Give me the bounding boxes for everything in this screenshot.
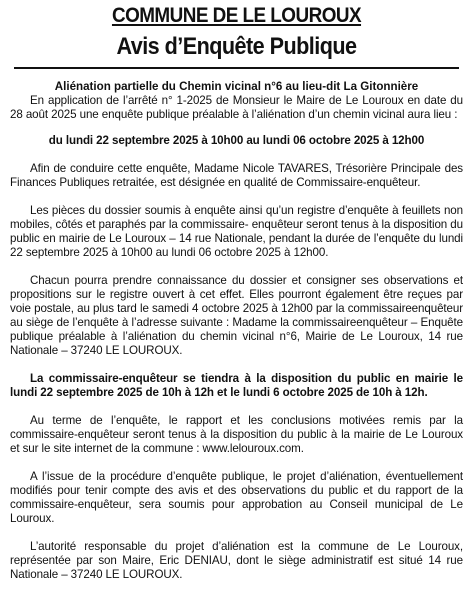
paragraph-report: Au terme de l’enquête, le rapport et les conclusions motivées remis par la commissaire-enquêteur seront tenus à la disposition du public à la mairie de Le Louroux et sur le site internet de la commune : www.lelouroux.com. <box>10 414 463 455</box>
paragraph-outcome: A l’issue de la procédure d’enquête publique, le projet d’aliénation, éventuellement modifiés pour tenir compte des avis et des observations du public et du rapport de la commissaire-enquêteur, sera soumis pour approbation au Conseil municipal de Le Louroux. <box>10 470 463 525</box>
title-divider <box>14 67 459 69</box>
commune-heading: COMMUNE DE LE LOUROUX <box>111 4 362 27</box>
paragraph-permanence: La commissaire-enquêteur se tiendra à la disposition du public en mairie le lundi 22 septembre 2025 de 10h à 12h et le lundi 6 octobre 2025 de 10h à 12h. <box>10 372 463 399</box>
paragraph-intro: En application de l’arrêté n° 1-2025 de Monsieur le Maire de Le Louroux en date du 28 août 2025 une enquête publique préalable à l’aliénation d’un chemin vicinal aura lieu : <box>10 94 463 121</box>
paragraph-dates: du lundi 22 septembre 2025 à 10h00 au lundi 06 octobre 2025 à 12h00 <box>48 134 425 147</box>
notice-subject: Aliénation partielle du Chemin vicinal n°6 au lieu-dit La Gitonnière <box>54 80 419 93</box>
paragraph-observations: Chacun pourra prendre connaissance du dossier et consigner ses observations et propositions sur le registre ouvert à cet effet. Elles pourront également être reçues par voie postale, au plus tard le samedi 4 octobre 2025 à 12h00 par la commissaireenquêteur au siège de l’enquête à l’adresse suivante : Madame la commissaireenquêteur – Enquête publique préalable à l’aliénation du chemin vicinal n°6, Mairie de Le Louroux, 14 rue Nationale – 37240 LE LOUROUX. <box>10 274 463 357</box>
paragraph-authority: L’autorité responsable du projet d’aliénation est la commune de Le Louroux, représentée par son Maire, Eric DENIAU, dont le siège administratif est situé 14 rue Nationale – 37240 LE LOUROUX. <box>10 540 463 581</box>
notice-title: Avis d’Enquête Publique <box>116 33 357 60</box>
paragraph-documents: Les pièces du dossier soumis à enquête ainsi qu’un registre d’enquête à feuillets non mobiles, côtés et paraphés par la commissaire- enquêteur seront tenus à la disposition du public en mairie de Le Louroux – 14 rue Nationale, pendant la durée de l’enquête du lundi 22 septembre 2025 à 10h00 au lundi 06 octobre 2025 à 12h00. <box>10 204 463 259</box>
paragraph-commissioner: Afin de conduire cette enquête, Madame Nicole TAVARES, Trésorière Principale des Finances Publiques retraitée, est désignée en qualité de Commissaire-enquêteur. <box>10 162 463 189</box>
